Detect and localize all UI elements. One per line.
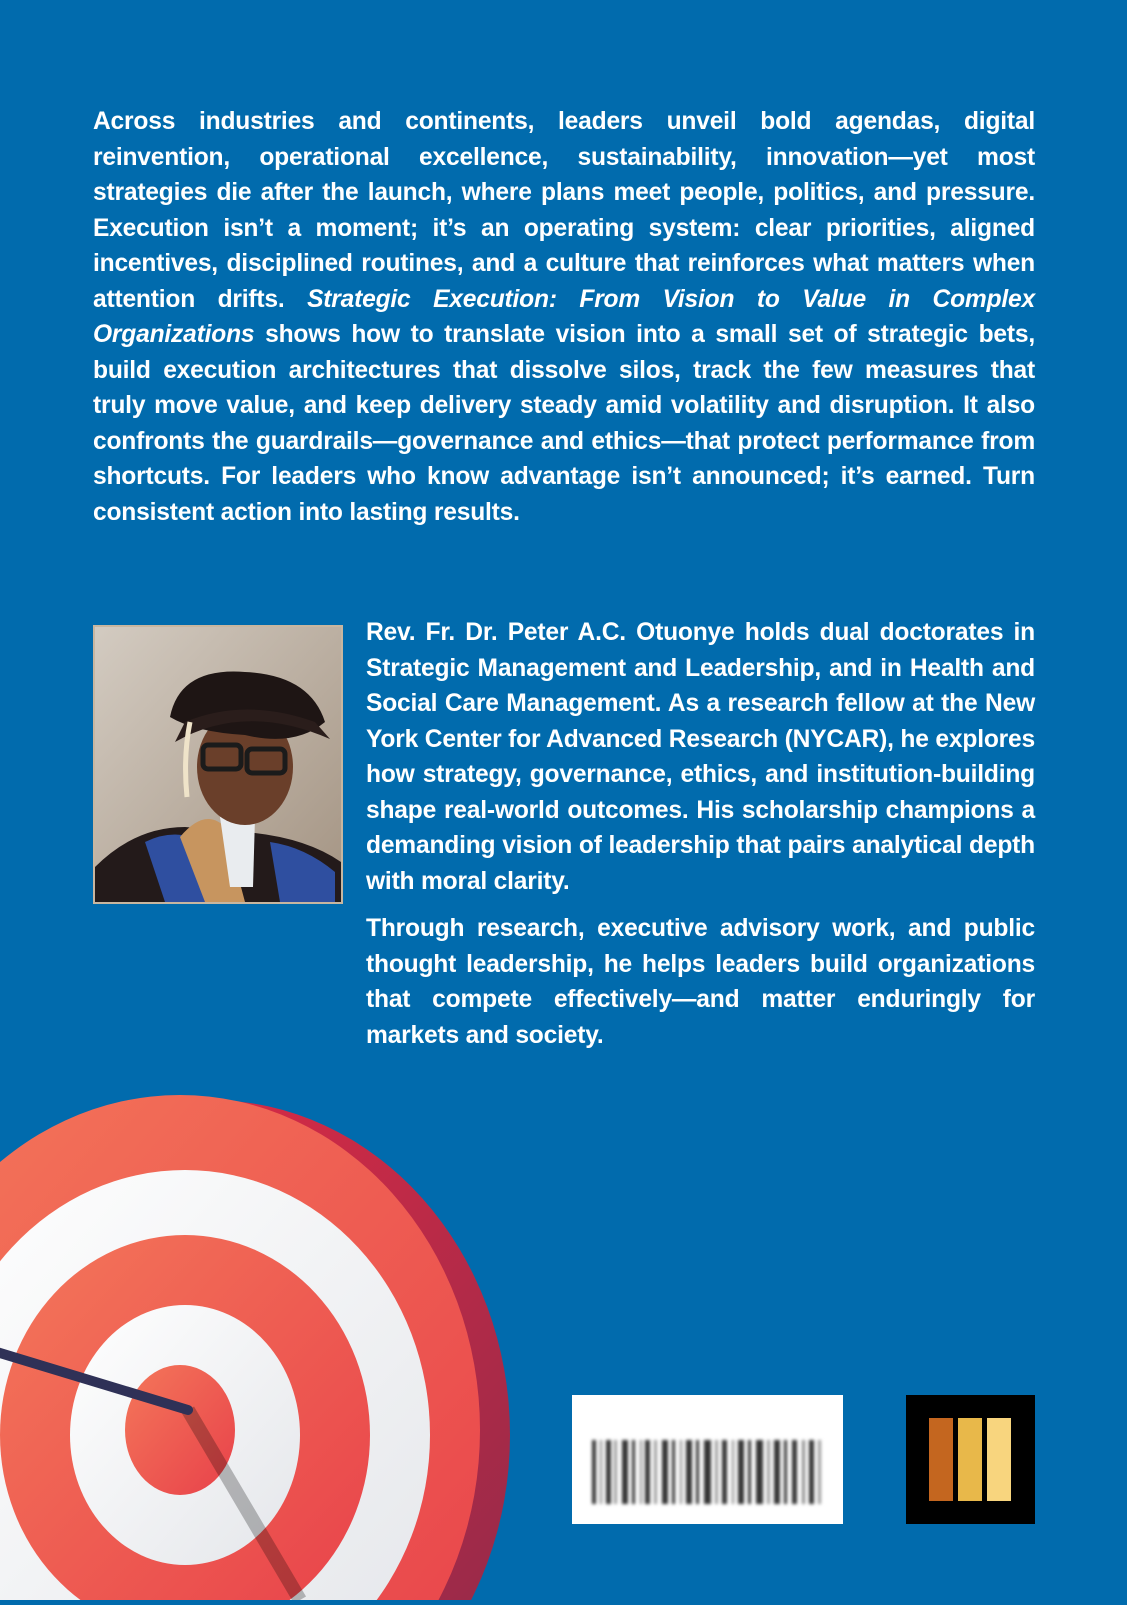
- author-name: Rev. Fr. Dr. Peter A.C. Otuonye: [366, 619, 735, 646]
- book-title: Strategic Execution: From Vision to Value in Complex Organizations: [93, 285, 1035, 348]
- back-cover-blurb: [93, 104, 1035, 530]
- author-bio-text-1: holds dual doctorates in Strategic Management and Leadership, and in Health and Social Care Management. As a research fellow at the New York Center for Advanced Research (NYCAR), he explores how strategy, governance, ethics, and institution-building shape real-world outcomes. His scholarship champions a demanding vision of leadership that pairs analytical depth with moral clarity.: [366, 619, 1035, 895]
- dartboard-arrow-icon: [0, 1090, 560, 1600]
- isbn-barcode: [572, 1395, 843, 1524]
- logo-bar-1: [929, 1418, 953, 1501]
- author-bio: [366, 615, 1035, 1065]
- author-portrait-image: [95, 627, 341, 902]
- blurb-text-2: shows how to translate vision into a small set of strategic bets, build execution architectures that dissolve silos, track the few measures that truly move value, and keep delivery steady amid volatility and disruption. It also confronts the guardrails—governance and ethics—that protect performance from shortcuts. For leaders who know advantage isn’t announced; it’s earned. Turn consistent action into lasting results.: [93, 321, 1035, 526]
- logo-bar-2: [958, 1418, 982, 1501]
- target-illustration: [0, 1090, 560, 1600]
- barcode-bars: [592, 1440, 822, 1504]
- blurb-text-1: Across industries and continents, leaders unveil bold agendas, digital reinvention, operational excellence, sustainability, innovation—yet most strategies die after the launch, where plans meet people, politics, and pressure. Execution isn’t a moment; it’s an operating system: clear priorities, aligned incentives, disciplined routines, and a culture that reinforces what matters when attention drifts.: [93, 108, 1035, 313]
- author-photo: [93, 625, 343, 904]
- publisher-logo: [906, 1395, 1035, 1524]
- logo-bar-3: [987, 1418, 1011, 1501]
- author-bio-paragraph-1: [366, 615, 1035, 899]
- author-bio-paragraph-2: Through research, executive advisory work, and public thought leadership, he helps leaders build organizations that compete effectively—and matter enduringly for markets and society.: [366, 915, 1035, 1049]
